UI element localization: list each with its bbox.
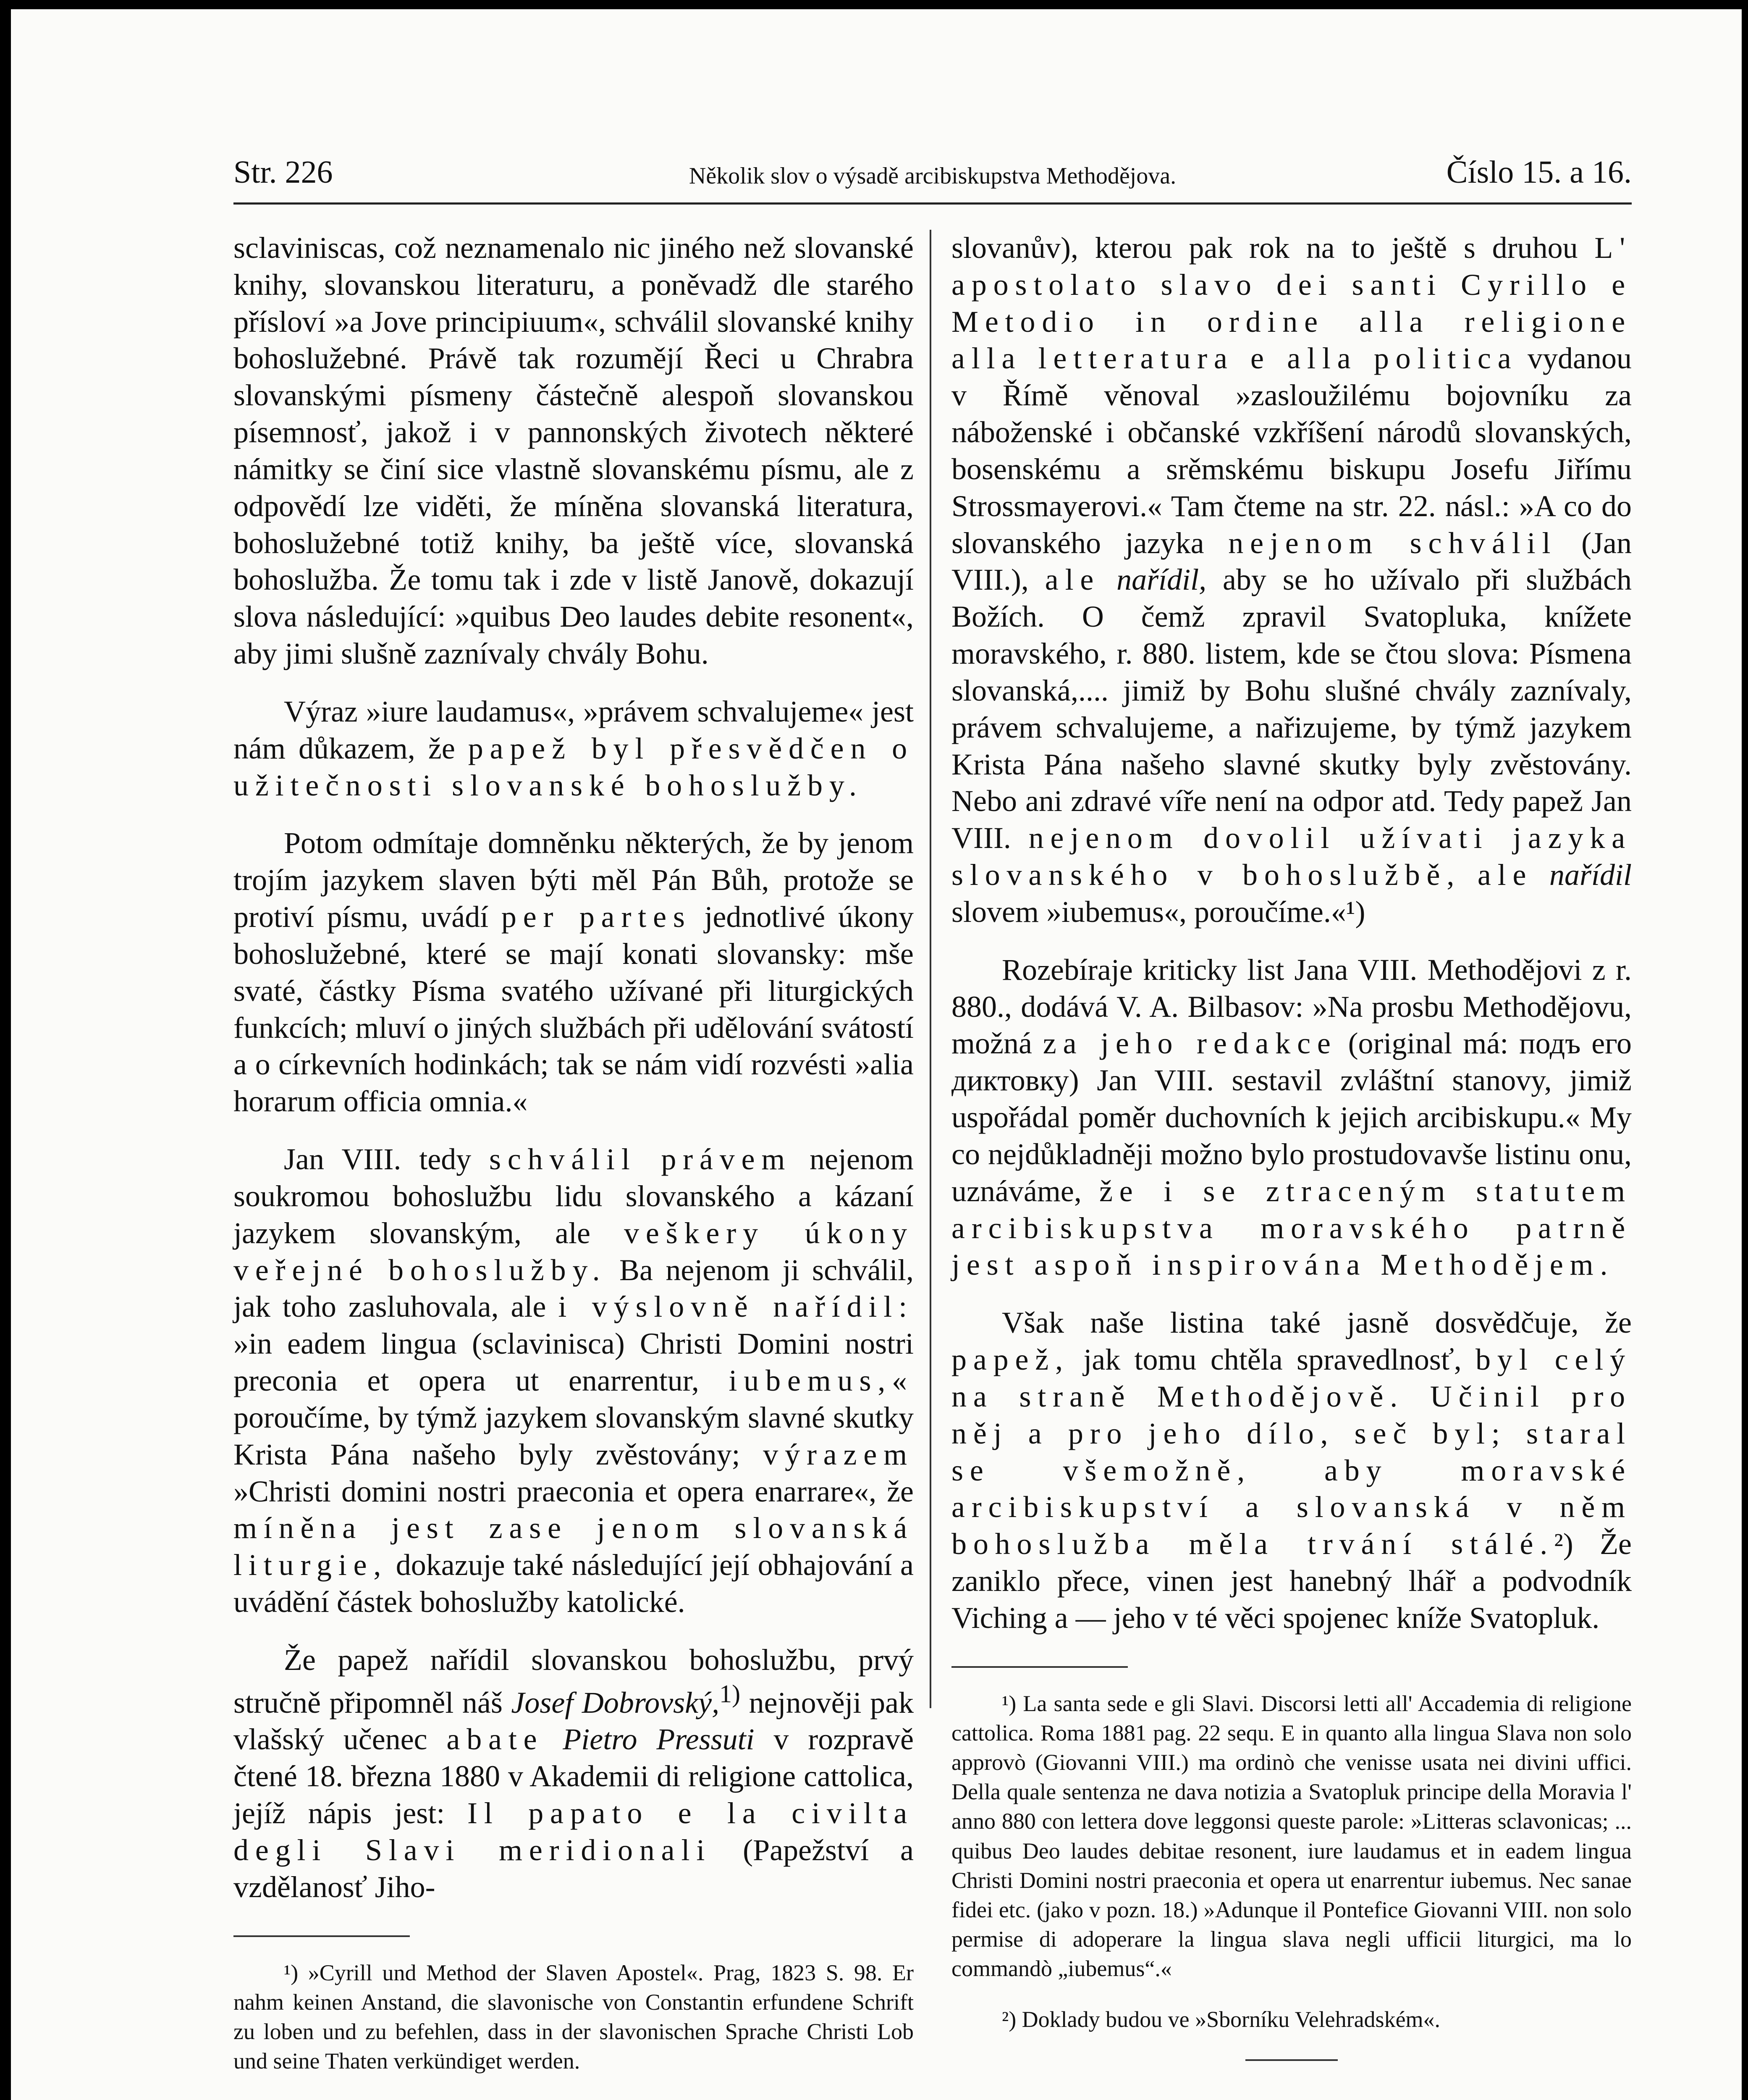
paragraph: Že papež nařídil slovanskou bohoslužbu, prvý stručně připomněl náš Josef Dobrovský,$^{1)}$ nejnověji pak vlašský učenec abate Pietro Pressuti v rozpravě čtené 18. března 1880 v Akademii di religione cattolica, jejíž nápis jest: Il papato e la civilta degli Slavi meridionali (Papežství a vzdělanosť Jiho- (233, 1643, 914, 1904)
right-column (951, 230, 1632, 2061)
page-number: Str. 226 (233, 155, 333, 190)
paragraph: Rozebíraje kriticky list Jana VIII. Methodějovi z r. 880., dodává V. A. Bilbasov: »Na prosbu Methodějovu, možná za jeho redakce (original má: подъ его диктовку) Jan VIII. sestavil zvláštní stanovy, jimiž uspořádal poměr duchovních k jejich arcibiskupu.« My co nejdůkladněji možno bylo prostudovavše listinu onu, uznáváme, že i se ztraceným statutem arcibiskupstva moravského patrně jest aspoň inspirována Methodějem. (951, 953, 1632, 1282)
issue-number: Číslo 15. a 16. (1446, 155, 1632, 190)
footnote: ¹) »Cyrill und Method der Slaven Apostel«. Prag, 1823 S. 98. Er nahm keinen Anstand, die slavonische von Constantin erfundene Schrift zu loben und zu befehlen, dass in der slavonischen Sprache Christi Lob und seine Thaten verkündiget werden. (233, 1960, 914, 2074)
footnote-rule (233, 1935, 410, 1937)
column-separator (930, 230, 931, 1708)
paragraph: Však naše listina také jasně dosvědčuje, že papež, jak tomu chtěla spravedlnosť, byl celý na straně Methodějově. Učinil pro něj a pro jeho dílo, seč byl; staral se všemožně, aby moravské arcibiskupství a slovanská v něm bohoslužba měla trvání stálé.²) Že zaniklo přece, vinen jest hanebný lhář a podvodník Viching a — jeho v té věci spojenec kníže Svatopluk. (951, 1306, 1632, 1635)
running-title: Několik slov o výsadě arcibiskupstva Methodějova. (689, 163, 1177, 189)
running-header (233, 154, 1632, 200)
paragraph: Výraz »iure laudamus«, »právem schvalujeme« jest nám důkazem, že papež byl přesvědčen o užitečnosti slovanské bohoslužby. (233, 694, 914, 802)
book-page (11, 9, 1742, 2100)
end-rule (1245, 2059, 1338, 2061)
paragraph: Jan VIII. tedy schválil právem nejenom soukromou bohoslužbu lidu slovanského a kázaní jazykem slovanským, ale veškery úkony veřejné bohoslužby. Ba nejenom ji schválil, jak toho zasluhovala, ale i výslovně nařídil: »in eadem lingua (sclavinisca) Christi Domini nostri preconia et opera ut enarrentur, iubemus,« poroučíme, by týmž jazykem slovanským slavné skutky Krista Pána našeho byly zvěstovány; výrazem »Christi domini nostri praeconia et opera enarrare«, že míněna jest zase jenom slovanská liturgie, dokazuje také následující její obhajování a uvádění částek bohoslužby katolické. (233, 1142, 914, 1619)
header-rule (233, 202, 1632, 205)
left-column (233, 230, 914, 2097)
paragraph: sclaviniscas, což neznamenalo nic jiného než slovanské knihy, slovanskou literaturu, a poněvadž dle starého přísloví »a Jove principiuum«, schválil slovanské knihy bohoslužebné. Právě tak rozumějí Řeci u Chrabra slovanskými písmeny částečně alespoň slovanskou písemnosť, jakož i v pannonských životech některé námitky se činí sice vlastně slovanskému písmu, ale z odpovědí lze viděti, že míněna slovanská literatura, bohoslužebné totiž knihy, ba ještě více, slovanská bohoslužba. Že tomu tak i zde v listě Janově, dokazují slova následující: »quibus Deo laudes debite resonent«, aby jimi slušně zaznívaly chvály Bohu. (233, 231, 914, 671)
footnote-rule (951, 1666, 1128, 1668)
footnote: ¹) La santa sede e gli Slavi. Discorsi letti all' Accademia di religione cattolica. Roma 1881 pag. 22 sequ. E in quanto alla lingua Slava non solo approvò (Giovanni VIII.) ma ordinò che venisse usata nei divini uffici. Della quale sentenza ne dava notizia a Svatopluk principe della Moravia l' anno 880 con lettera dove leggonsi queste parole: »Litteras sclavonicas; ... quibus Deo laudes debitae resonent, iure laudamus et in eadem lingua Christi Domini nostri praeconia et opera ut enarrentur iubemus. Nec sanae fidei etc. (jako v pozn. 18.) »Adunque il Pontefice Giovanni VIII. non solo permise di adoperare la lingua slava negli ufficii liturgici, ma lo commandò „iubemus“.« (951, 1690, 1632, 1982)
footnote: ²) Doklady budou ve »Sborníku Velehradském«. (1002, 2006, 1441, 2032)
paragraph: slovanův), kterou pak rok na to ještě s druhou L' apostolato slavo dei santi Cyrillo e Metodio in ordine alla religione alla letteratura e alla politica vydanou v Římě věnoval »zasloužilému bojovníku za náboženské i občanské vzkříšení národů slovanských, bosenskému a srěmskému biskupu Josefu Jiřímu Strossmayerovi.« Tam čteme na str. 22. násl.: »A co do slovanského jazyka nejenom schválil (Jan VIII.), ale nařídil, aby se ho užívalo při službách Božích. O čemž zpravil Svatopluka, knížete moravského, r. 880. listem, kde se čtou slova: Písmena slovanská,.... jimiž by Bohu slušné chvály zaznívaly, právem schvalujeme, a nařizujeme, by týmž jazykem Krista Pána našeho slavné skutky byly zvěstovány. Nebo ani zdravé víře není na odpor atd. Tedy papež Jan VIII. nejenom dovolil užívati jazyka slovanského v bohoslužbě, ale nařídil slovem »iubemus«, poroučíme.«¹) (951, 231, 1632, 929)
paragraph: Potom odmítaje domněnku některých, že by jenom trojím jazykem slaven býti měl Pán Bůh, protože se protiví písmu, uvádí per partes jednotlivé úkony bohoslužebné, které se mají konati slovansky: mše svaté, částky Písma svatého užívané při liturgických funkcích; mluví o jiných službách při udělování svátostí a o církevních hodinkách; tak se nám vidí rozvésti »alia horarum officia omnia.« (233, 826, 914, 1118)
